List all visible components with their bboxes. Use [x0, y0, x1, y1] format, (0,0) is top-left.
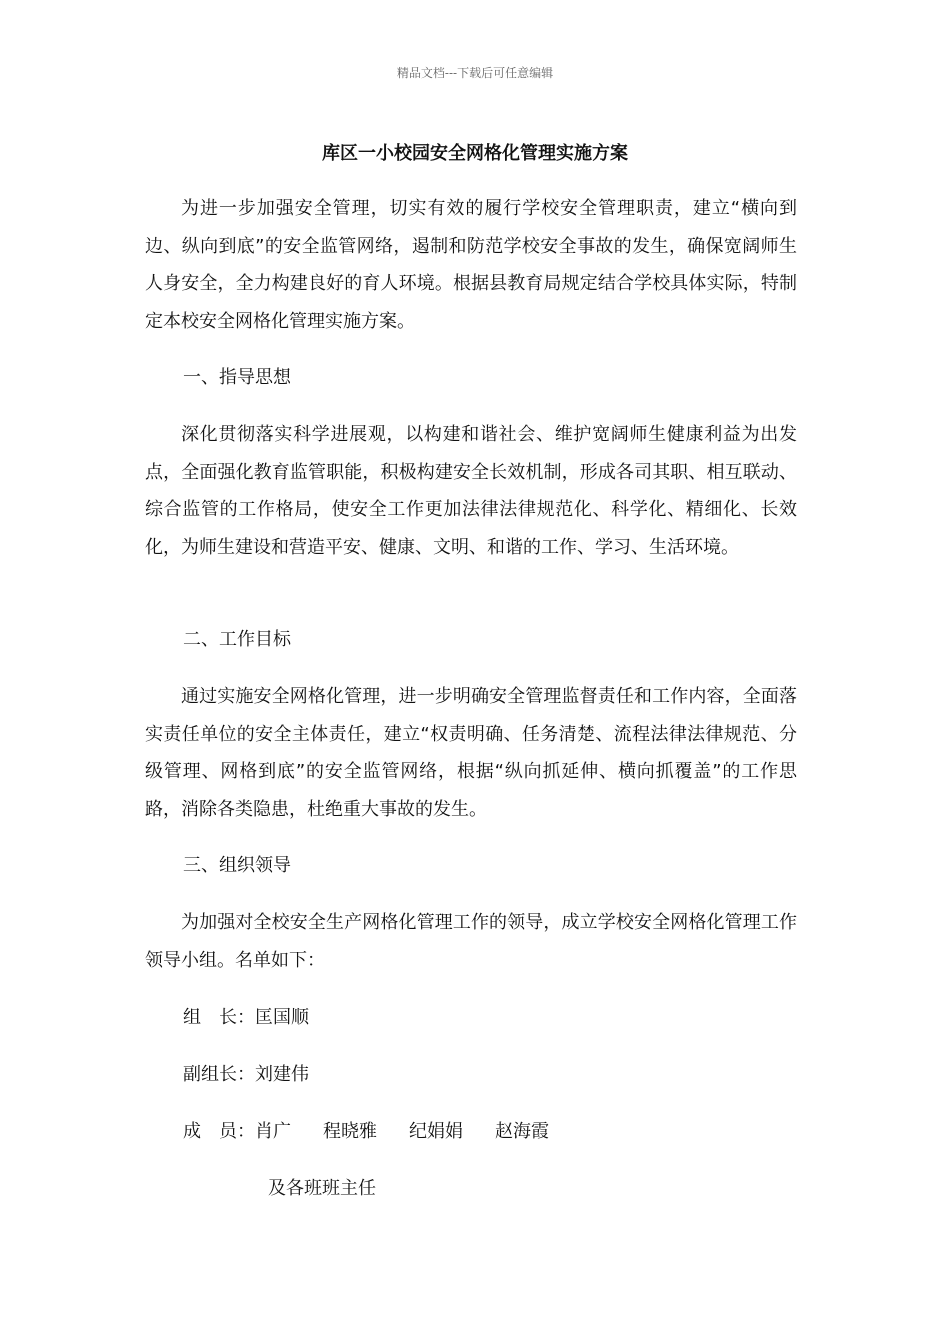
section-body-work-goals: 通过实施安全网格化管理，进一步明确安全管理监督责任和工作内容，全面落实责任单位的安全主体责任，建立“权责明确、任务清楚、流程法律法律规范、分级管理、网格到底”的安全监管网络，根据“纵向抓延伸、横向抓覆盖”的工作思路，消除各类隐患，杜绝重大事故的发生。	[145, 686, 797, 820]
deputy-leader-line: 副组长：刘建伟	[183, 1064, 309, 1085]
members-line	[183, 1120, 549, 1144]
section-heading-guiding-ideology: 一、指导思想	[183, 367, 291, 388]
section-body-organization: 为加强对全校安全生产网格化管理工作的领导，成立学校安全网格化管理工作领导小组。名单如下：	[145, 912, 797, 971]
member-name: 赵海霞	[495, 1121, 549, 1142]
leader-line: 组 长：匡国顺	[183, 1007, 309, 1028]
section-heading-organization: 三、组织领导	[183, 855, 291, 876]
members-label: 成 员：	[183, 1121, 255, 1142]
member-name: 程晓雅	[323, 1121, 377, 1142]
section-heading-work-goals: 二、工作目标	[183, 629, 291, 650]
document-title: 库区一小校园安全网格化管理实施方案	[322, 143, 628, 164]
intro-paragraph: 为进一步加强安全管理，切实有效的履行学校安全管理职责，建立“横向到边、纵向到底”的安全监管网络，遏制和防范学校安全事故的发生，确保宽阔师生人身安全，全力构建良好的育人环境。根据县教育局规定结合学校具体实际，特制定本校安全网格化管理实施方案。	[145, 198, 797, 332]
member-name: 纪娟娟	[409, 1121, 463, 1142]
members-extra-line: 及各班班主任	[268, 1178, 376, 1199]
member-name: 肖广	[255, 1121, 291, 1142]
header-note: 精品文档---下载后可任意编辑	[396, 66, 554, 80]
section-body-guiding-ideology: 深化贯彻落实科学进展观，以构建和谐社会、维护宽阔师生健康利益为出发点，全面强化教育监管职能，积极构建安全长效机制，形成各司其职、相互联动、综合监管的工作格局，使安全工作更加法律法律规范化、科学化、精细化、长效化，为师生建设和营造平安、健康、文明、和谐的工作、学习、生活环境。	[145, 424, 797, 558]
